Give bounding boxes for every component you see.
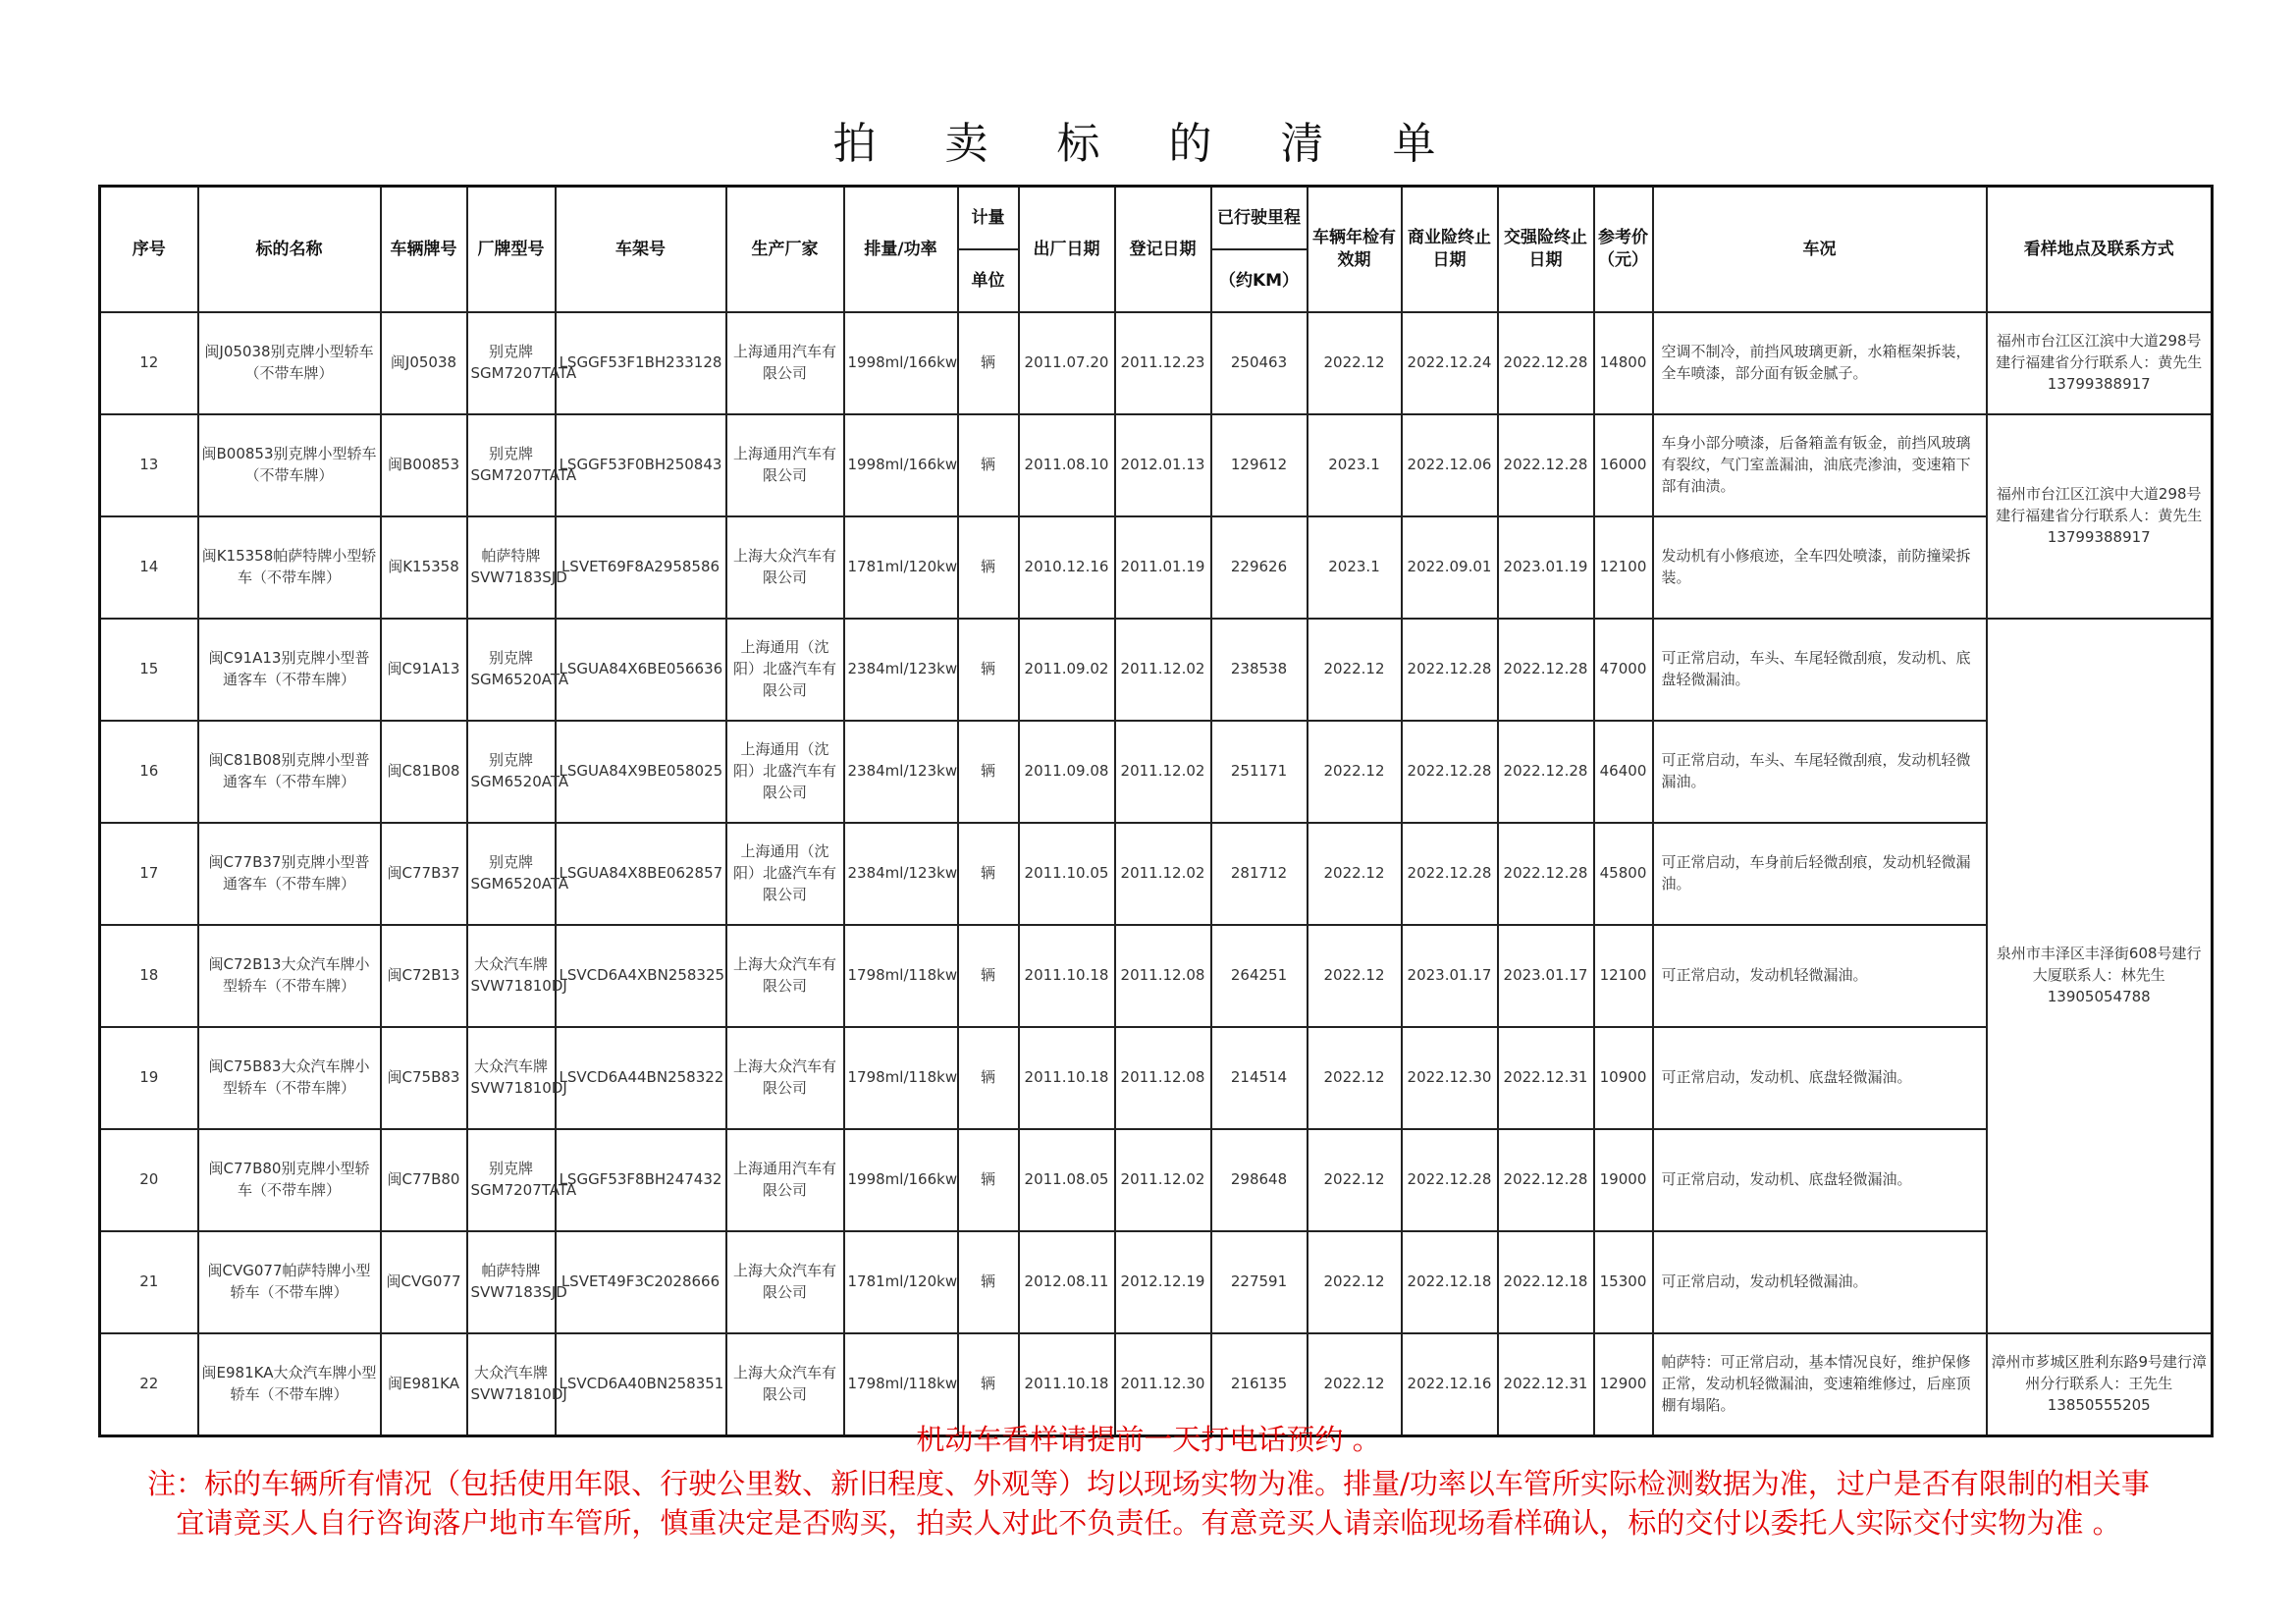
cell-displacement: 1798ml/118kw: [844, 925, 958, 1027]
table-row: [100, 1027, 2213, 1129]
cell-unit: 辆: [958, 925, 1019, 1027]
cell-reg-date: 2011.12.02: [1115, 1129, 1211, 1231]
cell-vin: LSGGF53F1BH233128: [556, 312, 726, 414]
cell-name: 闽C81B08别克牌小型普通客车（不带车牌）: [198, 721, 381, 823]
table-row: [100, 823, 2213, 925]
cell-inspection: 2022.12: [1308, 1129, 1402, 1231]
auction-table: [98, 185, 2214, 1437]
col-maker: 生产厂家: [726, 187, 844, 313]
cell-seq: 16: [100, 721, 198, 823]
cell-reg-date: 2012.12.19: [1115, 1231, 1211, 1333]
cell-plate: 闽E981KA: [381, 1333, 467, 1436]
cell-location: 福州市台江区江滨中大道298号建行福建省分行联系人：黄先生13799388917: [1987, 414, 2213, 619]
cell-maker: 上海通用（沈阳）北盛汽车有限公司: [726, 721, 844, 823]
table-row: [100, 516, 2213, 619]
cell-mileage: 281712: [1211, 823, 1308, 925]
cell-seq: 19: [100, 1027, 198, 1129]
cell-comm-ins: 2022.12.24: [1402, 312, 1498, 414]
cell-inspection: 2023.1: [1308, 414, 1402, 516]
cell-factory-date: 2011.08.10: [1019, 414, 1115, 516]
cell-comp-ins: 2022.12.28: [1498, 1129, 1594, 1231]
cell-name: 闽K15358帕萨特牌小型轿车（不带车牌）: [198, 516, 381, 619]
cell-location: 漳州市芗城区胜利东路9号建行漳州分行联系人：王先生13850555205: [1987, 1333, 2213, 1436]
cell-model: 别克牌SGM6520ATA: [467, 721, 556, 823]
cell-reg-date: 2011.01.19: [1115, 516, 1211, 619]
cell-price: 16000: [1594, 414, 1653, 516]
col-ref-price: 参考价（元）: [1594, 187, 1653, 313]
cell-model: 别克牌SGM7207TATA: [467, 1129, 556, 1231]
cell-maker: 上海大众汽车有限公司: [726, 516, 844, 619]
cell-name: 闽C91A13别克牌小型普通客车（不带车牌）: [198, 619, 381, 721]
col-inspection: 车辆年检有效期: [1308, 187, 1402, 313]
cell-price: 47000: [1594, 619, 1653, 721]
cell-plate: 闽C75B83: [381, 1027, 467, 1129]
cell-location: 泉州市丰泽区丰泽街608号建行大厦联系人：林先生13905054788: [1987, 619, 2213, 1333]
cell-seq: 21: [100, 1231, 198, 1333]
cell-model: 帕萨特牌SVW7183SJD: [467, 516, 556, 619]
cell-unit: 辆: [958, 1333, 1019, 1436]
cell-vin: LSVCD6A4XBN258325: [556, 925, 726, 1027]
cell-vin: LSGUA84X8BE062857: [556, 823, 726, 925]
cell-unit: 辆: [958, 312, 1019, 414]
col-reg-date: 登记日期: [1115, 187, 1211, 313]
appointment-note: 机动车看样请提前一天打电话预约 。: [916, 1423, 1381, 1456]
cell-plate: 闽C77B80: [381, 1129, 467, 1231]
cell-mileage: 251171: [1211, 721, 1308, 823]
cell-vin: LSVET69F8A2958586: [556, 516, 726, 619]
cell-name: 闽C75B83大众汽车牌小型轿车（不带车牌）: [198, 1027, 381, 1129]
cell-vin: LSGUA84X9BE058025: [556, 721, 726, 823]
disclaimer-note: 注：标的车辆所有情况（包括使用年限、行驶公里数、新旧程度、外观等）均以现场实物为准。排量/功率以车管所实际检测数据为准，过户是否有限制的相关事宜请竟买人自行咨询落户地市车管所，慎重决定是否购买，拍卖人对此不负责任。有意竞买人请亲临现场看样确认，标的交付以委托人实际交付实物为准 。: [147, 1467, 2150, 1540]
col-name: 标的名称: [198, 187, 381, 313]
cell-displacement: 2384ml/123kw: [844, 619, 958, 721]
cell-factory-date: 2011.10.18: [1019, 1333, 1115, 1436]
cell-seq: 22: [100, 1333, 198, 1436]
cell-name: 闽C72B13大众汽车牌小型轿车（不带车牌）: [198, 925, 381, 1027]
cell-comm-ins: 2022.12.06: [1402, 414, 1498, 516]
cell-factory-date: 2011.09.08: [1019, 721, 1115, 823]
cell-inspection: 2022.12: [1308, 721, 1402, 823]
cell-reg-date: 2011.12.08: [1115, 925, 1211, 1027]
cell-maker: 上海大众汽车有限公司: [726, 1027, 844, 1129]
cell-unit: 辆: [958, 1231, 1019, 1333]
cell-mileage: 216135: [1211, 1333, 1308, 1436]
table-row: [100, 721, 2213, 823]
cell-plate: 闽C77B37: [381, 823, 467, 925]
cell-mileage: 264251: [1211, 925, 1308, 1027]
col-location: 看样地点及联系方式: [1987, 187, 2213, 313]
cell-comm-ins: 2022.12.28: [1402, 823, 1498, 925]
cell-mileage: 129612: [1211, 414, 1308, 516]
cell-displacement: 1998ml/166kw: [844, 1129, 958, 1231]
cell-condition: 可正常启动，发动机轻微漏油。: [1653, 1231, 1987, 1333]
table-row: [100, 619, 2213, 721]
cell-comp-ins: 2022.12.31: [1498, 1333, 1594, 1436]
cell-unit: 辆: [958, 1027, 1019, 1129]
cell-price: 46400: [1594, 721, 1653, 823]
cell-model: 帕萨特牌SVW7183SJD: [467, 1231, 556, 1333]
cell-displacement: 1781ml/120kw: [844, 516, 958, 619]
cell-unit: 辆: [958, 823, 1019, 925]
col-vin: 车架号: [556, 187, 726, 313]
cell-mileage: 214514: [1211, 1027, 1308, 1129]
cell-comp-ins: 2022.12.31: [1498, 1027, 1594, 1129]
cell-reg-date: 2011.12.02: [1115, 619, 1211, 721]
cell-comm-ins: 2022.12.28: [1402, 619, 1498, 721]
cell-inspection: 2022.12: [1308, 619, 1402, 721]
cell-unit: 辆: [958, 619, 1019, 721]
cell-price: 12900: [1594, 1333, 1653, 1436]
cell-unit: 辆: [958, 516, 1019, 619]
cell-name: 闽CVG077帕萨特牌小型轿车（不带车牌）: [198, 1231, 381, 1333]
cell-inspection: 2022.12: [1308, 312, 1402, 414]
cell-vin: LSVET49F3C2028666: [556, 1231, 726, 1333]
cell-maker: 上海大众汽车有限公司: [726, 925, 844, 1027]
cell-model: 大众汽车牌SVW71810DJ: [467, 1027, 556, 1129]
table-row: [100, 1231, 2213, 1333]
cell-condition: 可正常启动，车身前后轻微刮痕，发动机轻微漏油。: [1653, 823, 1987, 925]
cell-condition: 车身小部分喷漆，后备箱盖有钣金，前挡风玻璃有裂纹，气门室盖漏油，油底壳渗油，变速箱下部有油渍。: [1653, 414, 1987, 516]
cell-maker: 上海通用汽车有限公司: [726, 1129, 844, 1231]
cell-inspection: 2022.12: [1308, 823, 1402, 925]
cell-vin: LSGUA84X6BE056636: [556, 619, 726, 721]
cell-inspection: 2023.1: [1308, 516, 1402, 619]
cell-seq: 12: [100, 312, 198, 414]
cell-factory-date: 2011.10.18: [1019, 925, 1115, 1027]
cell-name: 闽J05038别克牌小型轿车（不带车牌）: [198, 312, 381, 414]
cell-model: 大众汽车牌SVW71810DJ: [467, 1333, 556, 1436]
cell-seq: 13: [100, 414, 198, 516]
cell-condition: 可正常启动，发动机轻微漏油。: [1653, 925, 1987, 1027]
cell-comp-ins: 2023.01.17: [1498, 925, 1594, 1027]
cell-displacement: 2384ml/123kw: [844, 721, 958, 823]
cell-comp-ins: 2023.01.19: [1498, 516, 1594, 619]
cell-vin: LSVCD6A40BN258351: [556, 1333, 726, 1436]
cell-price: 45800: [1594, 823, 1653, 925]
cell-seq: 15: [100, 619, 198, 721]
cell-model: 别克牌SGM7207TATA: [467, 414, 556, 516]
cell-plate: 闽C81B08: [381, 721, 467, 823]
cell-condition: 帕萨特：可正常启动，基本情况良好，维护保修正常，发动机轻微漏油，变速箱维修过，后座顶棚有塌陷。: [1653, 1333, 1987, 1436]
cell-inspection: 2022.12: [1308, 1333, 1402, 1436]
cell-comm-ins: 2022.12.30: [1402, 1027, 1498, 1129]
cell-model: 别克牌SGM6520ATA: [467, 823, 556, 925]
cell-condition: 可正常启动，车头、车尾轻微刮痕，发动机轻微漏油。: [1653, 721, 1987, 823]
cell-mileage: 250463: [1211, 312, 1308, 414]
cell-comp-ins: 2022.12.28: [1498, 619, 1594, 721]
cell-plate: 闽CVG077: [381, 1231, 467, 1333]
cell-plate: 闽C91A13: [381, 619, 467, 721]
cell-reg-date: 2011.12.02: [1115, 721, 1211, 823]
cell-plate: 闽J05038: [381, 312, 467, 414]
cell-maker: 上海通用汽车有限公司: [726, 312, 844, 414]
cell-price: 19000: [1594, 1129, 1653, 1231]
cell-comm-ins: 2022.12.16: [1402, 1333, 1498, 1436]
table-row: [100, 925, 2213, 1027]
cell-reg-date: 2012.01.13: [1115, 414, 1211, 516]
cell-plate: 闽K15358: [381, 516, 467, 619]
col-seq: 序号: [100, 187, 198, 313]
cell-maker: 上海通用汽车有限公司: [726, 414, 844, 516]
cell-condition: 可正常启动，车头、车尾轻微刮痕，发动机、底盘轻微漏油。: [1653, 619, 1987, 721]
cell-price: 12100: [1594, 516, 1653, 619]
cell-price: 15300: [1594, 1231, 1653, 1333]
cell-price: 12100: [1594, 925, 1653, 1027]
cell-model: 别克牌SGM6520ATA: [467, 619, 556, 721]
cell-comm-ins: 2022.12.18: [1402, 1231, 1498, 1333]
cell-comp-ins: 2022.12.28: [1498, 823, 1594, 925]
cell-factory-date: 2011.10.18: [1019, 1027, 1115, 1129]
cell-maker: 上海大众汽车有限公司: [726, 1333, 844, 1436]
cell-plate: 闽B00853: [381, 414, 467, 516]
col-plate: 车辆牌号: [381, 187, 467, 313]
table-row: [100, 414, 2213, 516]
cell-seq: 17: [100, 823, 198, 925]
cell-comp-ins: 2022.12.28: [1498, 312, 1594, 414]
cell-reg-date: 2011.12.30: [1115, 1333, 1211, 1436]
col-comp-ins: 交强险终止日期: [1498, 187, 1594, 313]
table-row: [100, 312, 2213, 414]
cell-displacement: 1998ml/166kw: [844, 414, 958, 516]
cell-comp-ins: 2022.12.28: [1498, 414, 1594, 516]
cell-price: 10900: [1594, 1027, 1653, 1129]
cell-vin: LSVCD6A44BN258322: [556, 1027, 726, 1129]
col-mileage-top: 已行驶里程: [1211, 187, 1308, 250]
cell-location: 福州市台江区江滨中大道298号建行福建省分行联系人：黄先生13799388917: [1987, 312, 2213, 414]
cell-reg-date: 2011.12.02: [1115, 823, 1211, 925]
cell-unit: 辆: [958, 1129, 1019, 1231]
cell-factory-date: 2011.08.05: [1019, 1129, 1115, 1231]
cell-condition: 发动机有小修痕迹，全车四处喷漆，前防撞梁拆装。: [1653, 516, 1987, 619]
cell-displacement: 1998ml/166kw: [844, 312, 958, 414]
cell-mileage: 298648: [1211, 1129, 1308, 1231]
cell-factory-date: 2011.07.20: [1019, 312, 1115, 414]
table-row: [100, 1129, 2213, 1231]
col-unit-bottom: 单位: [958, 249, 1019, 312]
cell-inspection: 2022.12: [1308, 1027, 1402, 1129]
col-condition: 车况: [1653, 187, 1987, 313]
cell-name: 闽B00853别克牌小型轿车（不带车牌）: [198, 414, 381, 516]
notes: [137, 1418, 2160, 1543]
cell-factory-date: 2011.10.05: [1019, 823, 1115, 925]
cell-mileage: 227591: [1211, 1231, 1308, 1333]
cell-condition: 可正常启动，发动机、底盘轻微漏油。: [1653, 1129, 1987, 1231]
col-displacement: 排量/功率: [844, 187, 958, 313]
cell-condition: 可正常启动，发动机、底盘轻微漏油。: [1653, 1027, 1987, 1129]
cell-comp-ins: 2022.12.18: [1498, 1231, 1594, 1333]
cell-comm-ins: 2022.12.28: [1402, 1129, 1498, 1231]
cell-displacement: 1781ml/120kw: [844, 1231, 958, 1333]
cell-comm-ins: 2022.09.01: [1402, 516, 1498, 619]
cell-inspection: 2022.12: [1308, 1231, 1402, 1333]
cell-mileage: 229626: [1211, 516, 1308, 619]
cell-name: 闽E981KA大众汽车牌小型轿车（不带车牌）: [198, 1333, 381, 1436]
col-unit-top: 计量: [958, 187, 1019, 250]
col-comm-ins: 商业险终止日期: [1402, 187, 1498, 313]
cell-model: 大众汽车牌SVW71810DJ: [467, 925, 556, 1027]
cell-comm-ins: 2023.01.17: [1402, 925, 1498, 1027]
cell-name: 闽C77B80别克牌小型轿车（不带车牌）: [198, 1129, 381, 1231]
cell-reg-date: 2011.12.23: [1115, 312, 1211, 414]
cell-displacement: 2384ml/123kw: [844, 823, 958, 925]
cell-condition: 空调不制冷，前挡风玻璃更新，水箱框架拆装，全车喷漆，部分面有钣金腻子。: [1653, 312, 1987, 414]
cell-displacement: 1798ml/118kw: [844, 1333, 958, 1436]
cell-price: 14800: [1594, 312, 1653, 414]
cell-name: 闽C77B37别克牌小型普通客车（不带车牌）: [198, 823, 381, 925]
cell-plate: 闽C72B13: [381, 925, 467, 1027]
cell-unit: 辆: [958, 414, 1019, 516]
cell-seq: 14: [100, 516, 198, 619]
cell-factory-date: 2011.09.02: [1019, 619, 1115, 721]
cell-factory-date: 2012.08.11: [1019, 1231, 1115, 1333]
cell-model: 别克牌SGM7207TATA: [467, 312, 556, 414]
cell-unit: 辆: [958, 721, 1019, 823]
cell-maker: 上海通用（沈阳）北盛汽车有限公司: [726, 823, 844, 925]
cell-vin: LSGGF53F0BH250843: [556, 414, 726, 516]
page-title: 拍 卖 标 的 清 单: [832, 119, 1464, 169]
cell-vin: LSGGF53F8BH247432: [556, 1129, 726, 1231]
cell-comm-ins: 2022.12.28: [1402, 721, 1498, 823]
cell-reg-date: 2011.12.08: [1115, 1027, 1211, 1129]
col-model: 厂牌型号: [467, 187, 556, 313]
cell-seq: 20: [100, 1129, 198, 1231]
cell-seq: 18: [100, 925, 198, 1027]
col-factory-date: 出厂日期: [1019, 187, 1115, 313]
cell-comp-ins: 2022.12.28: [1498, 721, 1594, 823]
cell-displacement: 1798ml/118kw: [844, 1027, 958, 1129]
cell-mileage: 238538: [1211, 619, 1308, 721]
cell-maker: 上海通用（沈阳）北盛汽车有限公司: [726, 619, 844, 721]
cell-inspection: 2022.12: [1308, 925, 1402, 1027]
col-mileage-bottom: （约KM）: [1211, 249, 1308, 312]
cell-maker: 上海大众汽车有限公司: [726, 1231, 844, 1333]
cell-factory-date: 2010.12.16: [1019, 516, 1115, 619]
